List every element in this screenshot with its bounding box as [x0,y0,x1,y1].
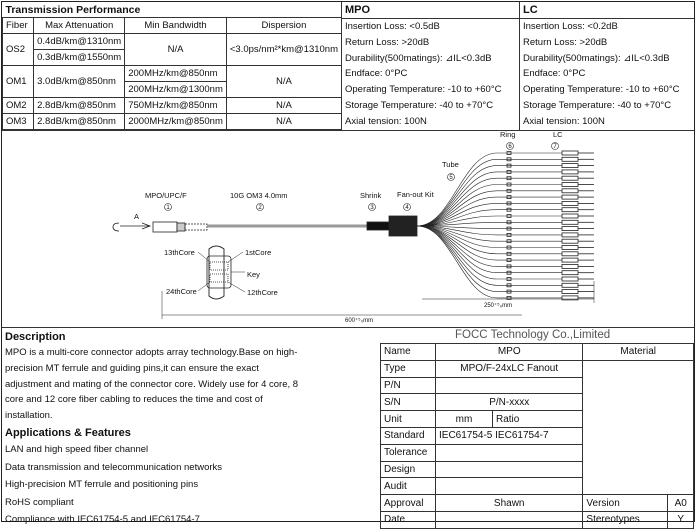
material-area [583,360,694,494]
applications-title: Applications & Features [5,426,131,439]
lc-connector [562,290,578,294]
lc-connector [562,252,578,256]
name-value: MPO [436,344,583,361]
om3-dispersion: N/A [226,114,341,130]
pn-label: P/N [381,377,436,394]
mpo-spec-line: Axial tension: 100N [345,115,427,127]
material-label: Material [583,344,694,361]
tolerance-value [436,444,583,461]
shrink-label: Shrink [360,191,382,200]
lc-connector [562,195,578,199]
fanout-tube [417,197,562,226]
title-block [380,343,694,529]
audit-value [436,478,583,495]
lc-connector [562,214,578,218]
description-line: core and 12 core fiber cabling to reduces the time and cost of [5,394,263,406]
lc-spec [519,2,694,130]
standard-label: Standard [381,427,436,444]
om1-att: 3.0dB/km@850nm [34,66,125,98]
mpo-face-body [207,256,231,288]
stereotypes-label: Stereotypes [583,511,668,528]
design-label: Design [381,461,436,478]
lc-connector [562,157,578,161]
standard-value: IEC61754-5 IEC61754-7 [436,427,583,444]
description-line: precision MT ferrule and guiding pins,it can ensure the exact [5,362,259,374]
lc-spec-line: Insertion Loss: <0.2dB [523,21,618,32]
design-value [436,461,583,478]
fanout-kit [389,216,417,236]
header-dispersion: Dispersion [226,18,341,34]
core12-label: 12thCore [247,288,278,297]
core1-label: 1stCore [245,248,272,257]
mpo-strain-relief [185,224,207,230]
shrink-tube [367,222,389,230]
mpo-spec-line: Insertion Loss: <0.5dB [345,21,440,32]
fiber-row-bottom [210,274,228,282]
lc-spec-line: Return Loss: >20dB [523,36,608,48]
lc-spec-line: Endface: 0°PC [523,68,586,80]
version-value: A0 [668,495,694,512]
header-bandwidth: Min Bandwidth [125,18,227,34]
lc-connector [562,170,578,174]
stereotypes-value: Y [668,511,694,528]
om1-bw-1300: 200MHz/km@1300nm [125,82,227,98]
mpo-spec [341,2,519,130]
fanout-drawing [2,131,694,327]
ratio-label: Ratio [493,411,583,428]
balloon-number: 7 [553,144,557,150]
application-item: RoHS compliant [5,496,74,508]
om1-bw-850: 200MHz/km@850nm [125,66,227,82]
om2-bw: 750MHz/km@850nm [125,98,227,114]
lc-connector [562,176,578,180]
balloon-number: 3 [370,205,374,211]
mpo-spec-line: Operating Temperature: -10 to +60°C [345,84,502,96]
mpo-label: MPO/UPC/F [145,191,187,200]
description-line: MPO is a multi-core connector adopts array technology.Base on high- [5,347,298,358]
type-label: Type [381,360,436,377]
core24-leader [198,282,210,291]
description-section [5,330,377,529]
key-label: Key [247,270,260,279]
company-name: FOCC Technology Co.,Limited [455,329,611,341]
transmission-table [2,2,342,130]
os2-dispersion: <3.0ps/nm²*km@1310nm [226,34,341,66]
header-attenuation: Max Attenuation [34,18,125,34]
mpo-connector-body [153,222,177,232]
unit-value: mm [436,411,493,428]
fanout-tube [417,166,562,226]
cable-label: 10G OM3 4.0mm [230,191,288,200]
section-label: A [134,212,140,221]
description-line: installation. [5,410,53,422]
lc-connector [562,296,578,300]
fanout-tube [417,226,562,260]
lc-connector [562,233,578,237]
lc-connector [562,283,578,287]
om3-att: 2.8dB/km@850nm [34,114,125,130]
fiber-om1: OM1 [3,66,34,98]
lc-connector [562,220,578,224]
om1-dispersion: N/A [226,66,341,98]
balloon-number: 6 [508,144,512,150]
drawing-sheet [1,1,695,526]
fiber-row-top [210,262,228,270]
application-item: LAN and high speed fiber channel [5,443,149,455]
ring-label: Ring [500,131,516,139]
approval-value: Shawn [436,495,583,512]
application-item: Compliance with IEC61754-5 and IEC61754-7 [5,514,200,526]
fiber-om3: OM3 [3,114,34,130]
balloon-number: 4 [405,205,409,211]
lc-connector [562,258,578,262]
fanout-tube [417,153,562,226]
mpo-spec-title: MPO [342,2,519,19]
lc-connector [562,151,578,155]
fiber-os2: OS2 [3,34,34,66]
os2-bandwidth: N/A [125,34,227,66]
audit-label: Audit [381,478,436,495]
tube-label: Tube [442,160,459,169]
mpo-spec-line: Durability(500matings): ⊿IL<0.3dB [345,52,492,64]
os2-att-1310: 0.4dB/km@1310nm [34,34,125,50]
fanout-tube [417,172,562,226]
section-arrow [113,223,150,231]
fiber-om2: OM2 [3,98,34,114]
lc-connector [562,239,578,243]
om2-dispersion: N/A [226,98,341,114]
tolerance-label: Tolerance [381,444,436,461]
balloon-number: 2 [258,205,262,211]
core13-label: 13thCore [164,248,195,257]
lc-connector [562,264,578,268]
lc-connector [562,246,578,250]
transmission-title: Transmission Performance [3,2,342,18]
balloon-number: 1 [166,205,170,211]
fanout-tube [417,226,562,279]
fanout-tube [417,226,562,292]
balloon-number: 5 [449,175,453,181]
sn-label: S/N [381,394,436,411]
lc-connector [562,277,578,281]
fanout-label: Fan-out Kit [397,190,434,199]
lc-connector [562,164,578,168]
fanout-tube [417,191,562,226]
mpo-boot [177,223,185,231]
date-label: Date [381,511,436,528]
lc-connector [562,227,578,231]
mpo-face-outline [209,246,224,299]
lc-connector [562,208,578,212]
lc-connector [562,271,578,275]
dim-250: 250⁺⁵₀mm [484,303,513,309]
lc-connector [562,201,578,205]
lc-spec-line: Durability(500matings): ⊿IL<0.3dB [523,52,670,64]
om2-att: 2.8dB/km@850nm [34,98,125,114]
description-line: adjustment and mating of the connector core. Widely use for 4 core, 8 [5,378,299,390]
dim-600: 600⁺⁵₀mm [345,318,374,324]
sn-value: P/N-xxxx [436,394,583,411]
os2-att-1550: 0.3dB/km@1550nm [34,50,125,66]
version-label: Version [583,495,668,512]
mpo-spec-line: Storage Temperature: -40 to +70°C [345,99,494,111]
pn-value [436,377,583,394]
application-item: Data transmission and telecommunication networks [5,461,223,473]
fanout-tube [417,226,562,254]
approval-label: Approval [381,495,436,512]
om3-bw: 2000MHz/km@850nm [125,114,227,130]
mpo-spec-line: Return Loss: >20dB [345,36,430,48]
lc-connector [562,183,578,187]
header-fiber: Fiber [3,18,34,34]
core24-label: 24thCore [166,287,197,296]
lc-spec-line: Axial tension: 100N [523,115,605,127]
lc-connector [562,189,578,193]
description-title: Description [5,331,66,343]
lc-spec-line: Operating Temperature: -10 to +60°C [523,84,680,96]
divider [2,327,694,328]
lc-spec-line: Storage Temperature: -40 to +70°C [523,99,672,111]
name-label: Name [381,344,436,361]
unit-label: Unit [381,411,436,428]
mpo-spec-line: Endface: 0°PC [345,68,408,80]
type-value: MPO/F-24xLC Fanout [436,360,583,377]
date-value [436,511,583,528]
application-item: High-precision MT ferrule and positioning pins [5,479,199,491]
core13-leader [198,252,210,262]
fanout-tube [417,226,562,298]
lc-label: LC [553,131,563,139]
lc-spec-title: LC [520,2,694,19]
